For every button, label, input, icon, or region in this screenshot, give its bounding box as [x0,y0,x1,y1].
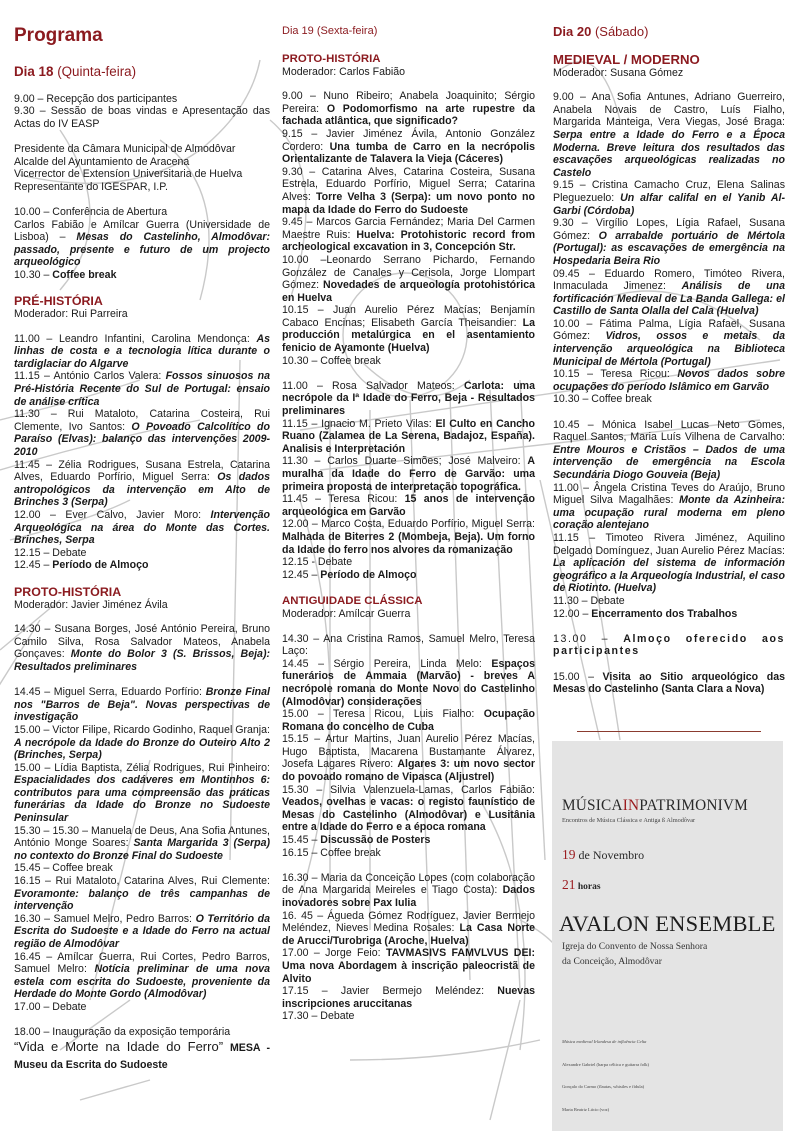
talk [14,623,270,673]
debate: 12.15 – Debate [14,546,87,559]
talk-title: Malhada de Biterres 2 (Mombeja, Beja). Um forno da Idade do ferro nos alvores da romanização [282,530,535,556]
talk [282,254,535,304]
official-line: Presidente da Câmara Municipal de Almodôvar [14,142,236,155]
talk-authors: 16.45 – Amílcar Guerra, Rui Cortes, Pedro Barros, Samuel Melro: [14,950,270,976]
section-heading-protohistoria: PROTO-HISTÓRIA [14,584,122,599]
lunch [553,633,785,658]
talk [282,418,535,456]
coffee-break [14,269,270,282]
time: 12.00 – [553,607,592,620]
talk-authors: 12.00 – Marco Costa, Eduardo Porfírio, Miguel Serra: [282,518,535,531]
talk [282,380,535,418]
brand-part: MÚSICA [562,797,623,814]
date-number: 19 [562,847,576,862]
talk-authors: 16. 45 – Águeda Gómez Rodríguez, Javier Bermejo Meléndez, Nieves Medina Rosales: [282,909,535,935]
label: Discussão de Posters [320,834,431,847]
coffee-break: 10.30 – Coffee break [282,354,381,367]
talk [14,875,270,913]
coffee-break: 15.45 – Coffee break [14,862,113,875]
ensemble-name: AVALON ENSEMBLE [559,911,776,936]
talk-title: As linhas de costa e a tecnologia lítica durante o tardiglaciar do Algarve [14,332,270,370]
talk [553,532,785,595]
talk [14,762,270,825]
talk-title: Notícia preliminar de uma nova estela com escrita do Sudoeste, proveniente da Herdade do Monte Gordo (Almodôvar) [14,963,270,1001]
talk-title: Novos dados sobre ocupações do período Islâmico em Garvão [553,368,786,393]
talk [553,318,785,368]
talk-title: 15 anos de intervenção arqueológica em Garvão [282,493,535,518]
label: Período de Almoço [52,559,149,572]
talk-authors: 11.15 – Ignacio M. Prieto Vilas: [282,417,436,430]
lineup-item: Marta Beatriz Lúcio (voz) [562,1106,610,1112]
talk-authors: 15.30 – 15.30 – Manuela de Deus, Ana Sofia Antunes, António Monge Soares: [14,824,270,850]
exhibition-name [14,1039,270,1073]
talk-title: Veados, ovelhas e vacas: o registo faunístico de Mesas do Castelinho (Almodôvar) e Lusitânia entre a Idade do Ferro e a época romana [282,796,535,834]
talk-authors: 11.45 – Teresa Ricou: [282,493,405,506]
talk-authors: 14.45 – Sérgio Pereira, Linda Melo: [282,657,492,670]
talk-authors: 11.00 – Leandro Infantini, Carolina Mendonça: [14,332,257,345]
talk-authors: 12.00 – Ever Calvo, Javier Moro: [14,509,211,521]
label: Período de Almoço [320,568,417,581]
label: Almoço oferecido aos participantes [553,632,786,658]
talk [282,216,535,254]
talk [282,90,535,128]
day-20-heading [553,24,785,40]
talk-authors: 11.30 – Rui Mataloto, Catarina Costeira, Rui Clemente, Ivo Santos: [14,408,270,433]
talk-title: Serpa entre a Idade do Ferro e a Época Moderna. Breve leitura dos resultados das escavações arqueológicas realizadas no Castelo [553,128,785,179]
talk-title: O Território da Escrita do Sudoeste e a Idade do Ferro na actual região de Almodôvar [14,912,271,950]
talk-authors: 11.00 – Ângela Cristina Teves do Araújo, Bruno Miguel Silva Magalhães: [553,481,785,507]
concert-panel [552,741,783,1131]
talk-title: Torre Velha 3 (Serpa): um novo ponto no mapa da Idade do Ferro do Sudoeste [282,190,535,216]
talk-title: Una tumba de Carro en la necrópolis Orientalizante de Talavera la Vieja (Cáceres) [282,140,535,166]
talk-title: Monte da Azinheira: uma ocupação rural moderna em pleno coração alentejano [553,494,785,532]
talk-authors: 09.45 – Eduardo Romero, Timóteo Rivera, Inmaculada Jimenez: [553,267,785,293]
talk-title: Monte do Bolor 3 (S. Brissos, Beja): Resultados preliminares [14,648,270,673]
section-heading-medieval-moderno: MEDIEVAL / MODERNO [553,51,700,67]
talk-title: O arrabalde portuário de Mértola (Portugal): as escavações de emergência na Hospedaria Beira Rio [553,229,785,267]
section-heading-protohistoria: PROTO-HISTÓRIA [282,52,381,65]
talk-authors: 11.15 – Timoteo Rivera Jiménez, Aquilino Delgado Domínguez, Juan Aurelio Pérez Macías: [553,531,785,557]
talk-title: Ocupação Romana do concelho de Cuba [282,708,535,733]
talk [282,910,535,948]
talk-authors: 10.15 – Juan Aurelio Pérez Macías; Benjamín Cabaco Encinas; Elisabeth García Theisandier: [282,304,535,329]
talk-title: Bronze Final nos "Barros de Beja". Novas perspectivas de investigação [14,686,270,724]
talk-title: O Povoado Calcolítico do Paraíso (Elvas): balanço das intervenções 2009-2010 [14,420,270,459]
talk [282,633,535,658]
moderator: Moderador: Javier Jiménez Ávila [14,598,168,611]
talk-authors: 9.30 – Catarina Alves, Catarina Costeira, Susana Estrela, Eduardo Porfírio, Miguel Serra; Catarina Alves: [282,165,535,203]
weekday-label: (Sexta-feira) [316,25,378,37]
talk [282,947,535,985]
date-text: de Novembro [575,848,645,862]
conference-heading: 10.00 – Conferência de Abertura [14,205,168,218]
talk [14,459,270,509]
talk-title: Evoramonte: balanço de três campanhas de intervenção [14,887,270,913]
talk-authors: 14.30 – Ana Cristina Ramos, Samuel Melro, Teresa Laço: [282,632,535,658]
talk-title: Carlota: uma necrópole da Iª Idade do Ferro, Beja - Resultados preliminares [282,379,535,418]
talk-authors: 14.45 – Miguel Serra, Eduardo Porfírio: [14,686,206,699]
talk [14,370,270,408]
label: Coffee break [52,268,117,281]
column-day-20 [553,0,785,696]
talk-title: El Culto en Cancho Ruano (Zalamea de La Serena, Badajoz, España). Analisis e Interpretación [282,417,535,455]
talk [282,166,535,216]
talk [553,91,785,179]
debate: 17.30 – Debate [282,1010,355,1023]
talk [282,518,535,556]
talk-title: Algares 3: um novo sector do povoado romano de Vipasca (Aljustrel) [282,758,535,784]
talk-title: Espaços funerários de Ammaia (Marvão) - breves A necrópole romana do Monte Novo do Castelinho (Almodôvar) considerações [282,657,535,708]
talk-authors: 9.00 – Nuno Ribeiro; Anabela Joaquinito; Sérgio Pereira: [282,90,535,115]
moderator: Moderador: Carlos Fabião [282,65,406,78]
time: 15.45 – [282,834,321,847]
talk [553,179,785,217]
talk-title: Huelva: Protohistoric record from archeological excavation in 3, Concepción Str. [282,228,535,254]
talk-title: Entre Mouros e Cristãos – Dados de uma intervenção de emergência na Escola Secundária Diogo Gouveia (Beja) [553,443,785,481]
talk-authors: 17.15 – Javier Bermejo Meléndez: [282,985,498,998]
talk [14,333,270,371]
talk [553,217,785,267]
talk [14,724,270,762]
talk [282,985,535,1010]
talk-authors: 15.00 – Lídia Baptista, Zélia Rodrigues, Rui Pinheiro: [14,761,270,774]
weekday-label: (Sábado) [594,24,649,39]
talk-title: Mesas do Castelinho, Almodôvar: passado, presente e futuro de um projecto arqueológico [14,231,270,269]
talk [553,268,785,318]
talk [282,128,535,166]
conference-talk [14,219,270,269]
column-day-19 [282,0,535,1023]
day-label: Dia 18 [14,64,54,79]
lineup-list [562,1031,649,1121]
lineup-item: Alexandre Gabriel (harpa céltica e guitarra folk) [562,1061,649,1067]
talk-authors: 9.15 – Javier Jiménez Ávila, Antonio González Cordero: [282,127,535,153]
label: Visita ao Sitio arqueológico das Mesas do Castelinho (Santa Clara a Nova) [553,670,785,696]
talk-title: Dados inovadores sobre Pax Iulia [282,884,535,909]
debate: 12.15 - Debate [282,556,353,569]
column-day-18 [14,0,270,1073]
page-title: Programa [14,25,103,46]
talk [282,455,535,493]
schedule-line: 9.00 – Recepção dos participantes [14,92,178,105]
talk-title: TAVMASIVS FAMVLVUS DEI: Uma nova Abordagem à inscrição paleocristã de Alvito [282,947,535,985]
talk [282,304,535,354]
official-line: Alcalde del Ayuntamiento de Aracena [14,155,190,168]
venue-line: Igreja do Convento de Nossa Senhora [562,941,708,952]
talk-authors: 9.30 – Virgílio Lopes, Lígia Rafael, Susana Gómez: [553,217,785,242]
festival-brand [562,797,748,815]
talk [282,708,535,733]
talk-authors: 10.45 – Mónica Isabel Lucas Neto Gomes, Raquel Santos, Maria Luís Vilhena de Carvalho: [553,418,785,444]
talk-title: A necrópole da Idade do Bronze do Outeiro Alto 2 (Brinches, Serpa) [14,736,270,762]
talk [553,482,785,532]
brand-part: IN [622,797,640,814]
talk-title: La producción metalúrgica en el asentamiento fenicio de Ayamonte (Huelva) [282,316,535,355]
talk [14,825,270,863]
talk-authors: 10.00 –Leonardo Serrano Pichardo, Fernando González de Canales y Cerisola, Jorge Llompart Gómez: [282,253,535,292]
talk-title: Os dados antropológicos da intervenção em Alto de Brinches 3 (Serpa) [14,471,270,509]
time: 12.45 – [282,568,321,581]
talk-authors: 15.00 – Victor Filipe, Ricardo Godinho, Raquel Granja: [14,723,270,736]
exhibition-venue: MESA - Museu da Escrita do Sudoeste [14,1041,270,1071]
time: 10.30 – [14,268,53,281]
talk-authors: 9.45 – Marcos Garcia Fernández; Maria Del Carmen Maestre Ruis: [282,216,535,241]
talk-authors: 10.00 – Fátima Palma, Lígia Rafael, Susana Gómez: [553,317,785,343]
talk-title: Análisis de una fortificación Medieval de La Banda Gallega: el Castillo de Santa Olalla del Cala (Huelva) [553,280,785,318]
talk [14,509,270,547]
talk-authors: Carlos Fabião e Amílcar Guerra (Universidade de Lisboa) – [14,218,270,244]
lunch [282,569,535,582]
talk-title: O Podomorfismo na arte rupestre da fachada atlântica, que significado? [282,102,535,128]
lunch [14,559,270,572]
day-label: Dia 19 [282,25,314,37]
talk [553,368,785,393]
concert-date [562,847,644,863]
talk [282,733,535,783]
talk-title: Intervenção Arqueológica na área do Monte das Cortes. Brinches, Serpa [14,509,270,547]
talk [14,686,270,724]
talk-title: Santa Margarida 3 (Serpa) no contexto do Bronze Final do Sudoeste [14,837,270,862]
separator-line [577,731,761,732]
lineup-item: Música medieval Irlandesa de influência Celta [562,1039,647,1044]
talk [14,913,270,951]
exhibition-title: “Vida e Morte na Idade do Ferro” [14,1038,224,1054]
coffee-break: 10.30 – Coffee break [553,393,652,406]
official-line: Vicerrector de Extensíon Universitaria de Huelva [14,168,243,181]
exhibition-line: 18.00 – Inauguração da exposição temporária [14,1026,231,1039]
moderator: Moderador: Susana Gómez [553,66,684,79]
time-number: 21 [562,877,576,892]
section-heading-antiguidade-classica: ANTIGUIDADE CLÁSSICA [282,594,423,607]
talk-authors: 11.15 – António Carlos Valera: [14,370,166,383]
schedule-line: 9.30 – Sessão de boas vindas e Apresentação das Actas do IV EASP [14,105,270,130]
talk-authors: 16.30 – Maria da Conceição Lopes (com colaboração de Ana Margarida Meireles e Tiago Costa): [282,871,535,897]
talk-title: Nuevas inscripciones aruccitanas [282,985,535,1010]
talk [14,951,270,1001]
time: 13.00 – [553,632,624,645]
day-label: Dia 20 [553,24,592,39]
time-text: horas [575,882,601,892]
talk-title: Un alfar califal en el Yanib Al-Garbi (Córdoba) [553,191,785,217]
talk [282,658,535,708]
talk-title: La Casa Norte de Arucci/Turobriga (Aroche, Huelva) [282,922,535,947]
talk [282,872,535,910]
talk [553,419,785,482]
talk-authors: 16.30 – Samuel Melro, Pedro Barros: [14,912,196,925]
brand-part: PATRIMONIVM [639,797,748,814]
concert-venue [562,939,707,969]
debate: 11.30 – Debate [553,594,625,607]
talk [14,408,270,458]
talk [282,493,535,518]
talk [282,784,535,834]
talk-authors: 9.00 – Ana Sofia Antunes, Adriano Guerreiro, Anabela Novais de Castro, Luís Fialho, Margarida Manteiga, Vera Viegas, José Braga: [553,91,785,129]
lineup-item: Gonçalo do Carmo (flautas, whistles e fídula) [562,1084,645,1089]
time: 15.00 – [553,670,603,683]
day-19-heading [282,23,535,39]
day-18-heading [14,64,270,80]
talk-authors: 10.15 – Teresa Ricou: [553,368,678,381]
talk-authors: 11.00 – Rosa Salvador Mateos: [282,379,464,392]
time: 12.45 – [14,559,53,572]
concert-time [562,877,601,893]
talk-authors: 11.45 – Zélia Rodrigues, Susana Estrela, Catarina Alves, Eduardo Porfírio, Miguel Serra: [14,458,270,484]
talk-title: La aplicación del sistema de información geográfico a la Arqueología Industrial, el caso de Riotinto. (Huelva) [553,557,785,595]
moderator: Moderador: Rui Parreira [14,308,128,321]
talk-authors: 14.30 – Susana Borges, José António Pereira, Bruno Camilo Silva, Rosa Salvador Mateos, Anabela Gonçaves: [14,623,270,661]
talk-title: Espacialidades dos cadáveres em Montinhos 6: contributos para uma compreensão das práticas funerárias da Idade do Bronze no Sudoeste Peninsular [14,774,270,825]
talk-authors: 11.30 – Carlos Duarte Simões; José Malveiro: [282,455,528,468]
talk-authors: 17.00 – Jorge Feio: [282,947,386,960]
talk-title: Fossos sinuosos na Pré-História Recente do Sul de Portugal: ensaio de análise crítica [14,370,270,408]
posters [282,834,535,847]
talk-title: A muralha da Idade do Ferro de Garvão: uma primeira proposta de interpretação topográfica. [282,455,535,493]
talk-title: Novedades de arqueología protohistórica en Huelva [282,279,535,304]
weekday-label: (Quinta-feira) [57,64,137,79]
debate: 17.00 – Debate [14,1000,87,1013]
label: Encerramento dos Trabalhos [591,607,738,620]
section-heading-prehistoria: PRÉ-HISTÓRIA [14,294,103,309]
talk-authors: 15.00 – Teresa Ricou, Luis Fialho: [282,708,484,721]
moderator: Moderador: Amílcar Guerra [282,607,411,620]
festival-tagline: Encontros de Música Clássica e Antiga ß Almodôvar [562,817,696,824]
official-line: Representante do IGESPAR, I.P. [14,180,168,193]
talk-authors: 15.15 – Artur Martins, Juan Aurelio Pérez Macías, Hugo Baptista, Macarena Bustamante Álvarez, Josefa Lagares Rivero: [282,733,535,771]
site-visit [553,671,785,696]
talk-authors: 15.30 – Silvia Valenzuela-Lamas, Carlos Fabião: [282,783,535,796]
talk-authors: 16.15 – Rui Mataloto, Catarina Alves, Rui Clemente: [14,875,270,888]
venue-line: da Conceição, Almodôvar [562,956,662,967]
talk-authors: 9.15 – Cristina Camacho Cruz, Elena Salinas Pleguezuelo: [553,179,785,204]
closing [553,608,785,621]
coffee-break: 16.15 – Coffee break [282,846,381,859]
talk-title: Vidros, ossos e metais da intervenção arqueológica na Biblioteca Municipal de Mértola (Portugal) [553,330,785,368]
